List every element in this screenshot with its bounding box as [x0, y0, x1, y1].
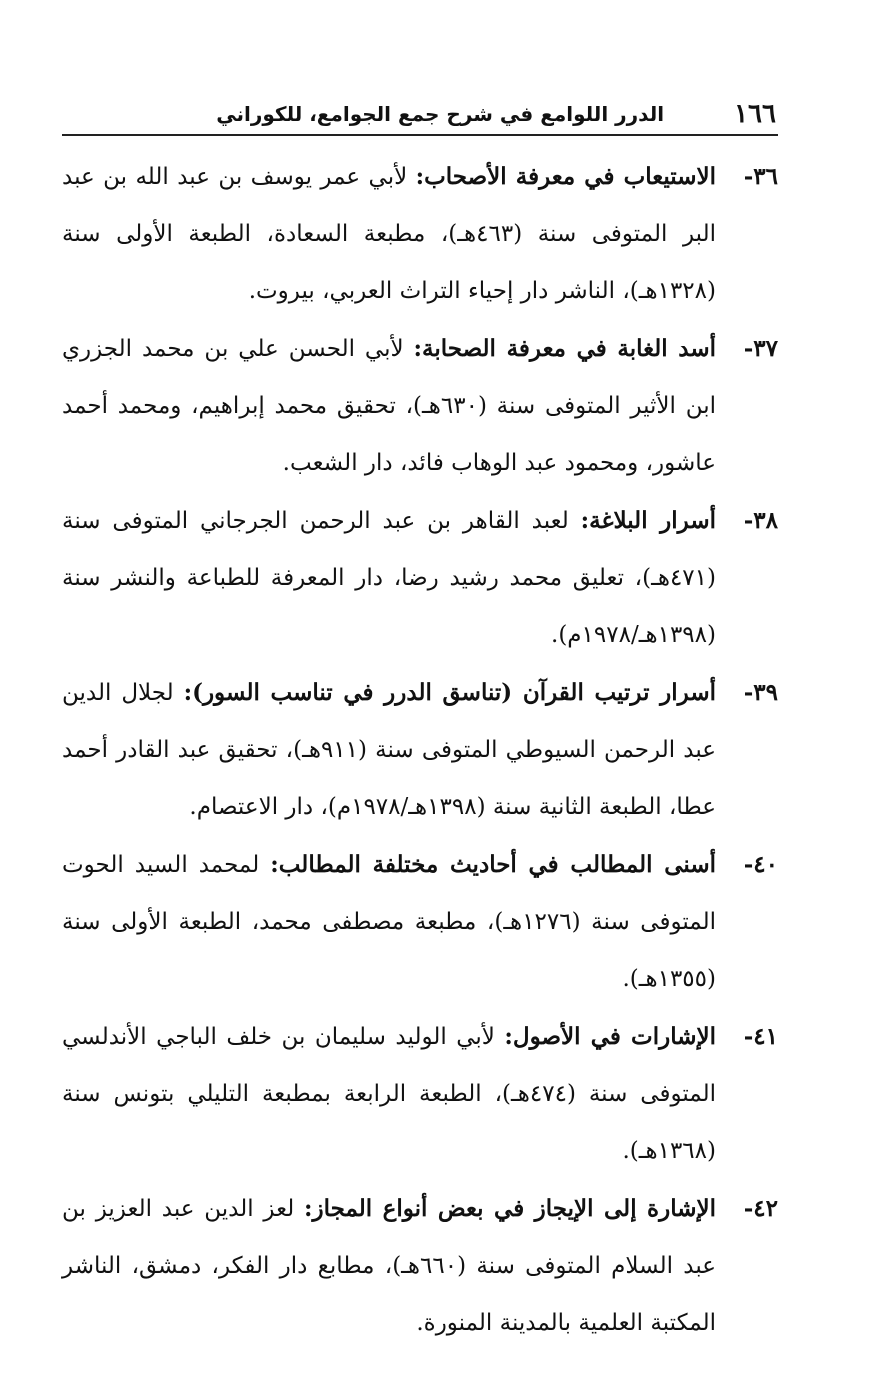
entry-number: ٣٧- [743, 335, 778, 362]
entry-number: ٣٨- [743, 507, 778, 534]
entry-text: لعبد القاهر بن عبد الرحمن الجرجاني المتوفى سنة (٤٧١هـ)، تعليق محمد رشيد رضا، دار المعرفة للطباعة والنشر سنة (١٣٩٨هـ/١٩٧٨م). [62, 508, 716, 648]
bibliography-entry-38 [62, 492, 778, 664]
entry-text: لجلال الدين عبد الرحمن السيوطي المتوفى سنة (٩١١هـ)، تحقيق عبد القادر أحمد عطا، الطبعة الثانية سنة (١٣٩٨هـ/١٩٧٨م)، دار الاعتصام. [62, 680, 716, 820]
page-number: ١٦٦ [734, 99, 776, 129]
bibliography-entry-37 [62, 320, 778, 492]
entry-text: لعز الدين عبد العزيز بن عبد السلام المتوفى سنة (٦٦٠هـ)، مطابع دار الفكر، دمشق، الناشر المكتبة العلمية بالمدينة المنورة. [62, 1196, 716, 1336]
bibliography-list [62, 148, 778, 1352]
entry-text: لمحمد السيد الحوت المتوفى سنة (١٢٧٦هـ)، مطبعة مصطفى محمد، الطبعة الأولى سنة (١٣٥٥هـ). [62, 852, 716, 992]
entry-number: ٣٩- [743, 679, 778, 706]
bibliography-entry-41 [62, 1008, 778, 1180]
entry-title: الإشارة إلى الإيجاز في بعض أنواع المجاز: [304, 1195, 717, 1222]
entry-number: ٤٢- [743, 1195, 778, 1222]
entry-title: أسد الغابة في معرفة الصحابة: [413, 335, 717, 362]
entry-number: ٤٠- [743, 851, 778, 878]
entry-title: أسرار ترتيب القرآن (تناسق الدرر في تناسب السور): [183, 679, 716, 706]
bibliography-entry-42 [62, 1180, 778, 1352]
page-header [62, 90, 778, 130]
entry-number: ٤١- [743, 1023, 778, 1050]
bibliography-entry-36 [62, 148, 778, 320]
bibliography-entry-40 [62, 836, 778, 1008]
entry-title: أسرار البلاغة: [580, 507, 716, 534]
entry-text: لأبي الحسن علي بن محمد الجزري ابن الأثير المتوفى سنة (٦٣٠هـ)، تحقيق محمد إبراهيم، ومحمد أحمد عاشور، ومحمود عبد الوهاب فائد، دار الشعب. [62, 336, 716, 476]
running-title: الدرر اللوامع في شرح جمع الجوامع، للكوراني [216, 102, 665, 126]
entry-title: الإشارات في الأصول: [504, 1023, 716, 1050]
entry-title: الاستيعاب في معرفة الأصحاب: [415, 163, 716, 190]
header-rule [62, 134, 778, 136]
entry-title: أسنى المطالب في أحاديث مختلفة المطالب: [270, 851, 716, 878]
bibliography-entry-39 [62, 664, 778, 836]
entry-number: ٣٦- [743, 163, 778, 190]
entry-text: لأبي الوليد سليمان بن خلف الباجي الأندلسي المتوفى سنة (٤٧٤هـ)، الطبعة الرابعة بمطبعة التليلي بتونس سنة (١٣٦٨هـ). [62, 1024, 716, 1164]
entry-text: لأبي عمر يوسف بن عبد الله بن عبد البر المتوفى سنة (٤٦٣هـ)، مطبعة السعادة، الطبعة الأولى سنة (١٣٢٨هـ)، الناشر دار إحياء التراث العربي، بيروت. [62, 164, 716, 304]
